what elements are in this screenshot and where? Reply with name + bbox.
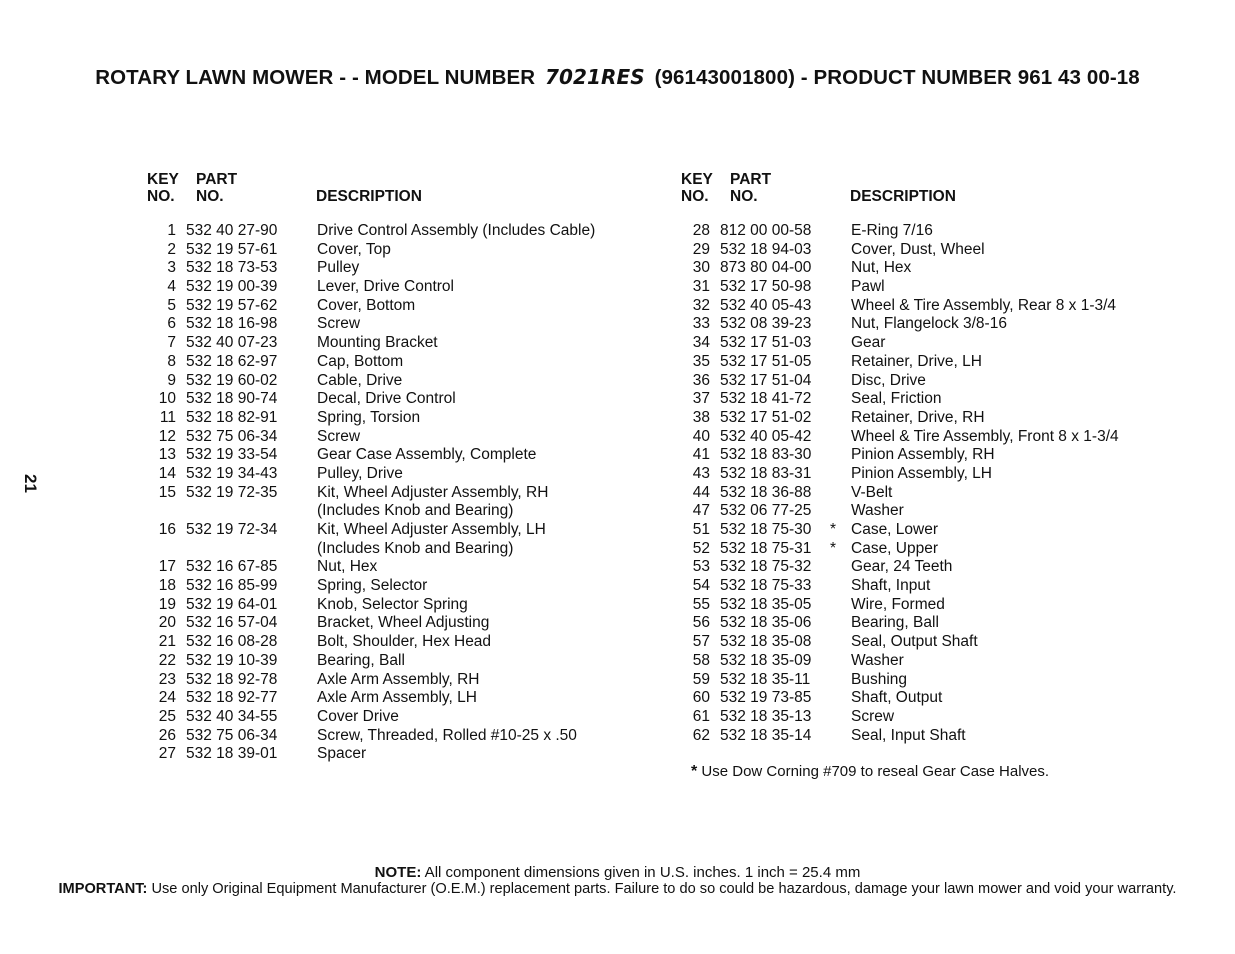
page-number: 21 xyxy=(21,474,40,493)
part-number: 873 80 04-00 xyxy=(720,259,812,277)
part-number: 532 16 57-04 xyxy=(186,614,278,632)
part-description: Seal, Output Shaft xyxy=(851,633,978,651)
table-row xyxy=(147,334,617,353)
part-description: Nut, Hex xyxy=(317,558,378,576)
key-number: 40 xyxy=(692,427,710,445)
table-row xyxy=(147,241,617,260)
key-number: 51 xyxy=(692,521,710,538)
table-row xyxy=(681,558,1151,577)
key-number: 4 xyxy=(167,278,176,296)
part-description: Cover Drive xyxy=(317,707,399,725)
part-description: Seal, Friction xyxy=(851,390,942,408)
part-number: 532 19 64-01 xyxy=(186,595,278,613)
key-number: 23 xyxy=(158,670,176,688)
key-number: 47 xyxy=(692,502,710,520)
key-number: 56 xyxy=(692,614,710,632)
key-number: 18 xyxy=(158,577,176,595)
part-number: 532 75 06-34 xyxy=(186,726,278,744)
part-number: 532 18 90-74 xyxy=(186,390,278,408)
part-description: Bearing, Ball xyxy=(317,651,405,669)
table-row xyxy=(681,390,1151,409)
table-row xyxy=(147,278,617,297)
key-number: 20 xyxy=(158,614,176,632)
key-number: 59 xyxy=(692,670,710,688)
sealant-marker: * xyxy=(830,521,837,538)
part-description: (Includes Knob and Bearing) xyxy=(317,502,514,520)
table-row xyxy=(147,689,617,708)
key-number: 24 xyxy=(158,689,176,707)
part-number: 532 40 27-90 xyxy=(186,222,278,239)
key-number: 53 xyxy=(692,558,710,576)
table-row xyxy=(681,372,1151,391)
asterisk-symbol: * xyxy=(691,763,698,780)
part-number: 532 19 57-62 xyxy=(186,296,278,314)
part-description: Shaft, Input xyxy=(851,577,931,595)
dimension-note xyxy=(0,864,1235,881)
table-row xyxy=(147,390,617,409)
table-row xyxy=(681,671,1151,690)
part-number: 532 40 34-55 xyxy=(186,707,278,725)
part-description: Pulley xyxy=(317,259,360,277)
part-description: Bolt, Shoulder, Hex Head xyxy=(317,633,492,651)
part-description: Retainer, Drive, RH xyxy=(851,408,985,426)
part-header-line2: NO. xyxy=(730,188,758,205)
part-description: Screw xyxy=(317,427,361,445)
table-row xyxy=(681,708,1151,727)
part-description: Gear, 24 Teeth xyxy=(851,558,953,576)
table-row xyxy=(147,540,617,559)
sealant-note xyxy=(691,763,1049,781)
table-row xyxy=(681,633,1151,652)
sealant-marker: * xyxy=(830,539,837,557)
part-number: 532 16 67-85 xyxy=(186,558,278,576)
title-suffix: (96143001800) - PRODUCT NUMBER 961 43 00-18 xyxy=(654,66,1140,89)
key-number: 9 xyxy=(167,371,176,389)
table-row xyxy=(681,652,1151,671)
part-description: Cap, Bottom xyxy=(317,352,404,370)
key-number: 19 xyxy=(158,595,176,613)
table-row xyxy=(147,259,617,278)
part-description: V-Belt xyxy=(851,483,893,501)
part-number: 532 18 35-13 xyxy=(720,707,812,725)
table-row xyxy=(681,484,1151,503)
table-row xyxy=(147,727,617,746)
part-number: 532 18 92-77 xyxy=(186,689,278,707)
table-row xyxy=(681,334,1151,353)
table-row xyxy=(681,297,1151,316)
key-number: 29 xyxy=(692,240,710,258)
part-description: Screw xyxy=(317,315,361,333)
part-number: 532 19 72-35 xyxy=(186,483,278,501)
key-number: 21 xyxy=(158,633,176,651)
part-number: 532 18 73-53 xyxy=(186,259,278,277)
key-header-line1: KEY xyxy=(681,171,713,188)
part-number: 532 18 75-30 xyxy=(720,521,812,538)
table-row xyxy=(147,409,617,428)
key-number: 1 xyxy=(167,222,176,239)
key-header-line1: KEY xyxy=(147,171,179,188)
part-number: 532 19 34-43 xyxy=(186,464,278,482)
part-description: Case, Upper xyxy=(851,539,939,557)
column-headers xyxy=(681,171,1151,215)
part-description: Screw xyxy=(851,707,895,725)
key-number: 15 xyxy=(158,483,176,501)
important-label: IMPORTANT: xyxy=(58,881,148,897)
key-number: 57 xyxy=(692,633,710,651)
part-description: Bracket, Wheel Adjusting xyxy=(317,614,490,632)
part-description: Cover, Dust, Wheel xyxy=(851,240,985,258)
key-number: 13 xyxy=(158,446,176,464)
table-row xyxy=(147,596,617,615)
key-header-line2: NO. xyxy=(147,188,175,205)
table-row xyxy=(681,596,1151,615)
part-number: 532 40 05-43 xyxy=(720,296,812,314)
key-number: 8 xyxy=(167,352,176,370)
part-description: E-Ring 7/16 xyxy=(851,222,933,239)
key-number: 2 xyxy=(167,240,176,258)
key-number: 62 xyxy=(692,726,710,744)
key-number: 7 xyxy=(167,334,176,352)
note-text: All component dimensions given in U.S. inches. 1 inch = 25.4 mm xyxy=(421,864,861,881)
part-description: Cover, Top xyxy=(317,240,391,258)
key-number: 58 xyxy=(692,651,710,669)
table-row xyxy=(147,297,617,316)
part-description: Drive Control Assembly (Includes Cable) xyxy=(317,222,596,239)
key-number: 36 xyxy=(692,371,710,389)
table-row xyxy=(147,633,617,652)
parts-list-right xyxy=(681,171,1151,745)
table-row xyxy=(147,484,617,503)
part-number: 532 19 10-39 xyxy=(186,651,278,669)
part-description: Disc, Drive xyxy=(851,371,926,389)
part-number: 532 18 94-03 xyxy=(720,240,812,258)
column-headers xyxy=(147,171,617,215)
part-description: Knob, Selector Spring xyxy=(317,595,468,613)
part-description: Cover, Bottom xyxy=(317,296,416,314)
table-row xyxy=(147,671,617,690)
part-description: Lever, Drive Control xyxy=(317,278,454,296)
part-number: 532 18 35-05 xyxy=(720,595,812,613)
key-number: 34 xyxy=(692,334,710,352)
table-row xyxy=(681,614,1151,633)
part-number: 532 19 60-02 xyxy=(186,371,278,389)
part-description: Washer xyxy=(851,502,904,520)
table-row xyxy=(681,502,1151,521)
part-description: Washer xyxy=(851,651,904,669)
key-number: 14 xyxy=(158,464,176,482)
table-row xyxy=(681,428,1151,447)
key-number: 52 xyxy=(692,539,710,557)
important-text: Use only Original Equipment Manufacturer (O.E.M.) replacement parts. Failure to do so could be hazardous, damage your lawn mower and void your warranty. xyxy=(147,881,1177,897)
key-number: 30 xyxy=(692,259,710,277)
key-header-line2: NO. xyxy=(681,188,709,205)
part-description: Decal, Drive Control xyxy=(317,390,456,408)
key-number: 61 xyxy=(692,707,710,725)
key-number: 5 xyxy=(167,296,176,314)
key-number: 28 xyxy=(692,222,710,239)
table-row xyxy=(681,577,1151,596)
part-number: 532 16 08-28 xyxy=(186,633,278,651)
parts-rows-right xyxy=(681,222,1151,745)
note-label: NOTE: xyxy=(374,864,422,881)
part-description: Gear xyxy=(851,334,886,352)
part-description: Nut, Hex xyxy=(851,259,912,277)
table-row xyxy=(147,222,617,241)
part-description: Spacer xyxy=(317,745,367,763)
part-number: 532 08 39-23 xyxy=(720,315,812,333)
part-number: 532 18 83-31 xyxy=(720,464,812,482)
key-number: 44 xyxy=(692,483,710,501)
part-number: 532 18 83-30 xyxy=(720,446,812,464)
part-description: Mounting Bracket xyxy=(317,334,438,352)
key-number: 22 xyxy=(158,651,176,669)
part-description: Nut, Flangelock 3/8-16 xyxy=(851,315,1007,333)
part-number: 532 40 05-42 xyxy=(720,427,812,445)
part-number: 532 18 35-09 xyxy=(720,651,812,669)
key-number: 33 xyxy=(692,315,710,333)
part-number: 532 19 00-39 xyxy=(186,278,278,296)
part-number: 812 00 00-58 xyxy=(720,222,812,239)
part-description: Wheel & Tire Assembly, Rear 8 x 1-3/4 xyxy=(851,296,1117,314)
page-title xyxy=(0,65,1235,90)
part-number: 532 18 39-01 xyxy=(186,745,278,763)
part-number: 532 18 41-72 xyxy=(720,390,812,408)
table-row xyxy=(681,465,1151,484)
part-number: 532 19 72-34 xyxy=(186,521,278,538)
table-row xyxy=(681,446,1151,465)
key-number: 60 xyxy=(692,689,710,707)
part-description: Shaft, Output xyxy=(851,689,943,707)
sealant-note-text: Use Dow Corning #709 to reseal Gear Case Halves. xyxy=(697,763,1050,780)
part-description: Kit, Wheel Adjuster Assembly, LH xyxy=(317,521,546,538)
part-number: 532 75 06-34 xyxy=(186,427,278,445)
title-prefix: ROTARY LAWN MOWER - - MODEL NUMBER xyxy=(95,66,536,89)
table-row xyxy=(147,558,617,577)
part-number: 532 17 51-02 xyxy=(720,408,812,426)
table-row xyxy=(681,353,1151,372)
table-row xyxy=(147,708,617,727)
part-description: Pulley, Drive xyxy=(317,464,403,482)
part-header-line1: PART xyxy=(730,171,772,188)
part-number: 532 17 51-05 xyxy=(720,352,812,370)
part-description: Pinion Assembly, RH xyxy=(851,446,995,464)
key-number: 27 xyxy=(158,745,176,763)
part-number: 532 17 50-98 xyxy=(720,278,812,296)
part-number: 532 18 75-33 xyxy=(720,577,812,595)
part-number: 532 18 16-98 xyxy=(186,315,278,333)
table-row xyxy=(147,521,617,540)
part-description: Axle Arm Assembly, RH xyxy=(317,670,480,688)
key-number: 10 xyxy=(158,390,176,408)
part-description: Axle Arm Assembly, LH xyxy=(317,689,477,707)
part-description: Cable, Drive xyxy=(317,371,403,389)
part-number: 532 18 35-14 xyxy=(720,726,812,744)
part-description: Bearing, Ball xyxy=(851,614,939,632)
key-number: 55 xyxy=(692,595,710,613)
part-header-line1: PART xyxy=(196,171,238,188)
table-row xyxy=(147,614,617,633)
table-row xyxy=(147,502,617,521)
table-row xyxy=(681,689,1151,708)
part-description: Bushing xyxy=(851,670,908,688)
parts-rows-left xyxy=(147,222,617,764)
key-number: 3 xyxy=(167,259,176,277)
part-number: 532 19 57-61 xyxy=(186,240,278,258)
part-number: 532 19 33-54 xyxy=(186,446,278,464)
table-row xyxy=(681,315,1151,334)
part-number: 532 18 82-91 xyxy=(186,408,278,426)
part-description: Gear Case Assembly, Complete xyxy=(317,446,537,464)
part-number: 532 18 75-32 xyxy=(720,558,812,576)
key-number: 37 xyxy=(692,390,710,408)
part-description: Kit, Wheel Adjuster Assembly, RH xyxy=(317,483,549,501)
table-row xyxy=(147,745,617,764)
key-number: 43 xyxy=(692,464,710,482)
part-number: 532 19 73-85 xyxy=(720,689,812,707)
description-header: DESCRIPTION xyxy=(850,188,956,205)
part-number: 532 18 92-78 xyxy=(186,670,278,688)
table-row xyxy=(147,446,617,465)
table-row xyxy=(681,409,1151,428)
model-number: 7021RES xyxy=(544,65,645,89)
part-number: 532 18 75-31 xyxy=(720,539,812,557)
table-row xyxy=(681,727,1151,746)
part-number: 532 18 35-06 xyxy=(720,614,812,632)
part-number: 532 40 07-23 xyxy=(186,334,278,352)
key-number: 35 xyxy=(692,352,710,370)
part-number: 532 17 51-03 xyxy=(720,334,812,352)
table-row xyxy=(681,241,1151,260)
part-number: 532 18 36-88 xyxy=(720,483,812,501)
key-number: 12 xyxy=(158,427,176,445)
table-row xyxy=(681,259,1151,278)
key-number: 26 xyxy=(158,726,176,744)
part-description: Screw, Threaded, Rolled #10-25 x .50 xyxy=(317,726,577,744)
description-header: DESCRIPTION xyxy=(316,188,422,205)
part-description: Pinion Assembly, LH xyxy=(851,464,992,482)
part-description: Spring, Selector xyxy=(317,577,428,595)
table-row xyxy=(147,353,617,372)
table-row xyxy=(147,372,617,391)
key-number: 38 xyxy=(692,408,710,426)
table-row xyxy=(147,315,617,334)
part-number: 532 17 51-04 xyxy=(720,371,812,389)
part-description: Wheel & Tire Assembly, Front 8 x 1-3/4 xyxy=(851,427,1119,445)
part-description: Case, Lower xyxy=(851,521,939,538)
table-row xyxy=(147,577,617,596)
key-number: 16 xyxy=(158,521,176,538)
key-number: 54 xyxy=(692,577,710,595)
part-number: 532 18 62-97 xyxy=(186,352,278,370)
key-number: 17 xyxy=(158,558,176,576)
part-description: Retainer, Drive, LH xyxy=(851,352,982,370)
part-description: Seal, Input Shaft xyxy=(851,726,966,744)
table-row xyxy=(147,465,617,484)
table-row xyxy=(147,652,617,671)
key-number: 6 xyxy=(167,315,176,333)
key-number: 31 xyxy=(692,278,710,296)
parts-list-left xyxy=(147,171,617,764)
table-row xyxy=(681,521,1151,540)
important-note xyxy=(0,881,1235,897)
part-number: 532 18 35-11 xyxy=(720,670,811,688)
part-number: 532 16 85-99 xyxy=(186,577,278,595)
table-row xyxy=(147,428,617,447)
part-description: (Includes Knob and Bearing) xyxy=(317,539,514,557)
part-header-line2: NO. xyxy=(196,188,224,205)
part-description: Spring, Torsion xyxy=(317,408,421,426)
table-row xyxy=(681,278,1151,297)
part-description: Wire, Formed xyxy=(851,595,945,613)
key-number: 32 xyxy=(692,296,710,314)
part-number: 532 18 35-08 xyxy=(720,633,812,651)
part-description: Pawl xyxy=(851,278,885,296)
part-number: 532 06 77-25 xyxy=(720,502,812,520)
key-number: 25 xyxy=(158,707,176,725)
table-row xyxy=(681,222,1151,241)
key-number: 41 xyxy=(692,446,710,464)
table-row xyxy=(681,540,1151,559)
key-number: 11 xyxy=(159,408,176,426)
